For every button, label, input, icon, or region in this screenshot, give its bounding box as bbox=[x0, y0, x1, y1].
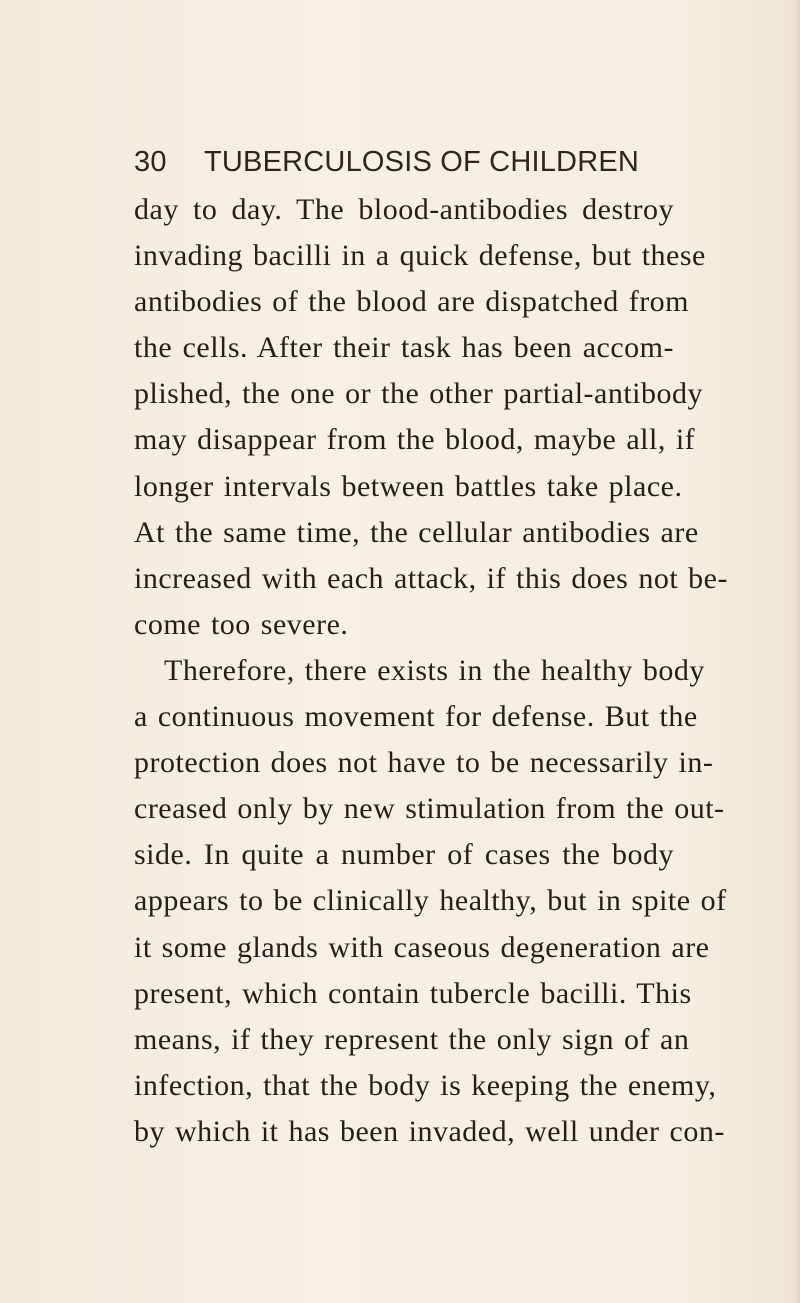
body-text bbox=[134, 187, 728, 1155]
text-line: means, if they represent the only sign of an bbox=[134, 1022, 690, 1056]
page-edge-shadow bbox=[790, 0, 800, 1303]
running-title: TUBERCULOSIS OF CHILDREN bbox=[204, 146, 640, 178]
text-line: by which it has been invaded, well under con- bbox=[134, 1114, 725, 1148]
text-line: present, which contain tubercle bacilli. This bbox=[134, 976, 692, 1010]
text-line: come too severe. bbox=[134, 607, 349, 641]
text-line: side. In quite a number of cases the body bbox=[134, 838, 674, 872]
text-line: may disappear from the blood, maybe all, if bbox=[134, 423, 696, 457]
text-line: plished, the one or the other partial-antibody bbox=[134, 377, 704, 411]
text-line: protection does not have to be necessarily in- bbox=[134, 746, 714, 780]
text-line: increased with each attack, if this does not be- bbox=[134, 561, 728, 595]
running-header bbox=[134, 142, 639, 182]
text-line: appears to be clinically healthy, but in spite of bbox=[134, 884, 727, 918]
text-line: day to day. The blood-antibodies destroy bbox=[134, 193, 674, 226]
text-line: Therefore, there exists in the healthy body bbox=[164, 653, 705, 687]
text-line: invading bacilli in a quick defense, but these bbox=[134, 239, 706, 273]
text-line: the cells. After their task has been accom- bbox=[134, 331, 674, 365]
text-line: At the same time, the cellular antibodies are bbox=[134, 515, 699, 549]
text-line: longer intervals between battles take place. bbox=[134, 469, 683, 503]
text-line: creased only by new stimulation from the out- bbox=[134, 792, 725, 826]
text-line: antibodies of the blood are dispatched from bbox=[134, 285, 690, 319]
text-line: it some glands with caseous degeneration are bbox=[134, 930, 710, 964]
page-number: 30 bbox=[134, 146, 167, 178]
text-line: infection, that the body is keeping the enemy, bbox=[134, 1068, 717, 1102]
text-line: a continuous movement for defense. But the bbox=[134, 700, 698, 734]
